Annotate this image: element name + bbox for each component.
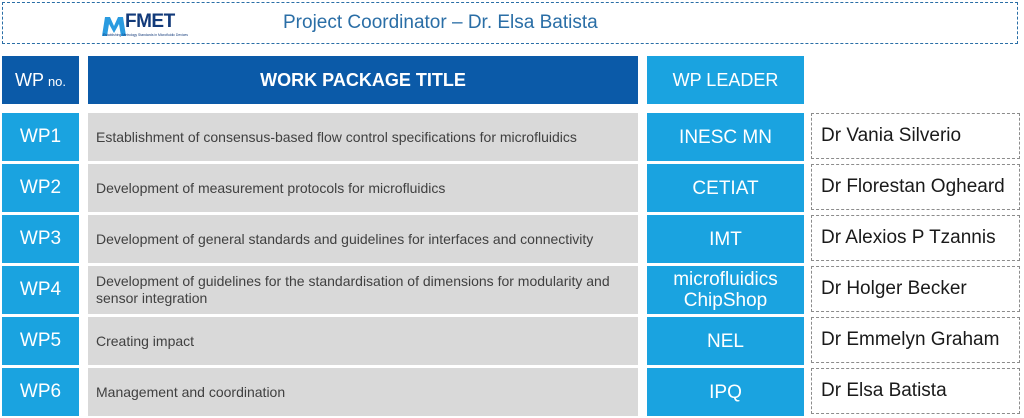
wp-leader-cell: microfluidics ChipShop: [647, 266, 804, 314]
wp-leader-person: Dr Emmelyn Graham: [811, 317, 1020, 363]
wp-number-cell: WP1: [2, 113, 79, 161]
wp-leader-cell: CETIAT: [647, 164, 804, 212]
wp-leader-cell: IPQ: [647, 368, 804, 416]
wp-title-cell: Development of measurement protocols for microfluidics: [88, 164, 638, 212]
wp-leader-person: Dr Holger Becker: [811, 266, 1020, 312]
mfmet-logo: [101, 11, 193, 42]
wp-leader-cell: IMT: [647, 215, 804, 263]
wp-title-cell: Establishment of consensus-based flow control specifications for microfluidics: [88, 113, 638, 161]
wp-number-cell: WP5: [2, 317, 79, 365]
wp-leader-person: Dr Alexios P Tzannis: [811, 215, 1020, 261]
wp-title-cell: Creating impact: [88, 317, 638, 365]
header-wp-no: [2, 56, 79, 104]
header-wp-no-label: WP: [14, 69, 44, 90]
header-wp-leader: WP LEADER: [647, 56, 804, 104]
wp-leader-cell: NEL: [647, 317, 804, 365]
wp-leader-person: Dr Elsa Batista: [811, 368, 1020, 414]
wp-number-cell: WP4: [2, 266, 79, 314]
wp-leader-person: Dr Florestan Ogheard: [811, 164, 1020, 210]
wp-title-cell: Development of general standards and guidelines for interfaces and connectivity: [88, 215, 638, 263]
project-coordinator-title: Project Coordinator – Dr. Elsa Batista: [283, 12, 598, 33]
header-work-package-title: WORK PACKAGE TITLE: [88, 56, 638, 104]
wp-number-cell: WP6: [2, 368, 79, 416]
header-wp-no-suffix: no.: [47, 74, 67, 89]
wp-title-cell: Development of guidelines for the standardisation of dimensions for modularity and sensor integration: [88, 266, 638, 314]
wp-number-cell: WP2: [2, 164, 79, 212]
logo-text: FMET: [125, 11, 175, 32]
wp-leader-person: Dr Vania Silverio: [811, 113, 1020, 159]
wp-leader-cell: INESC MN: [647, 113, 804, 161]
logo-tagline: Establishing Metrology Standards in Microfluidic Devices: [103, 33, 188, 37]
wp-title-cell: Management and coordination: [88, 368, 638, 416]
wp-number-cell: WP3: [2, 215, 79, 263]
header-banner: [2, 2, 1018, 44]
